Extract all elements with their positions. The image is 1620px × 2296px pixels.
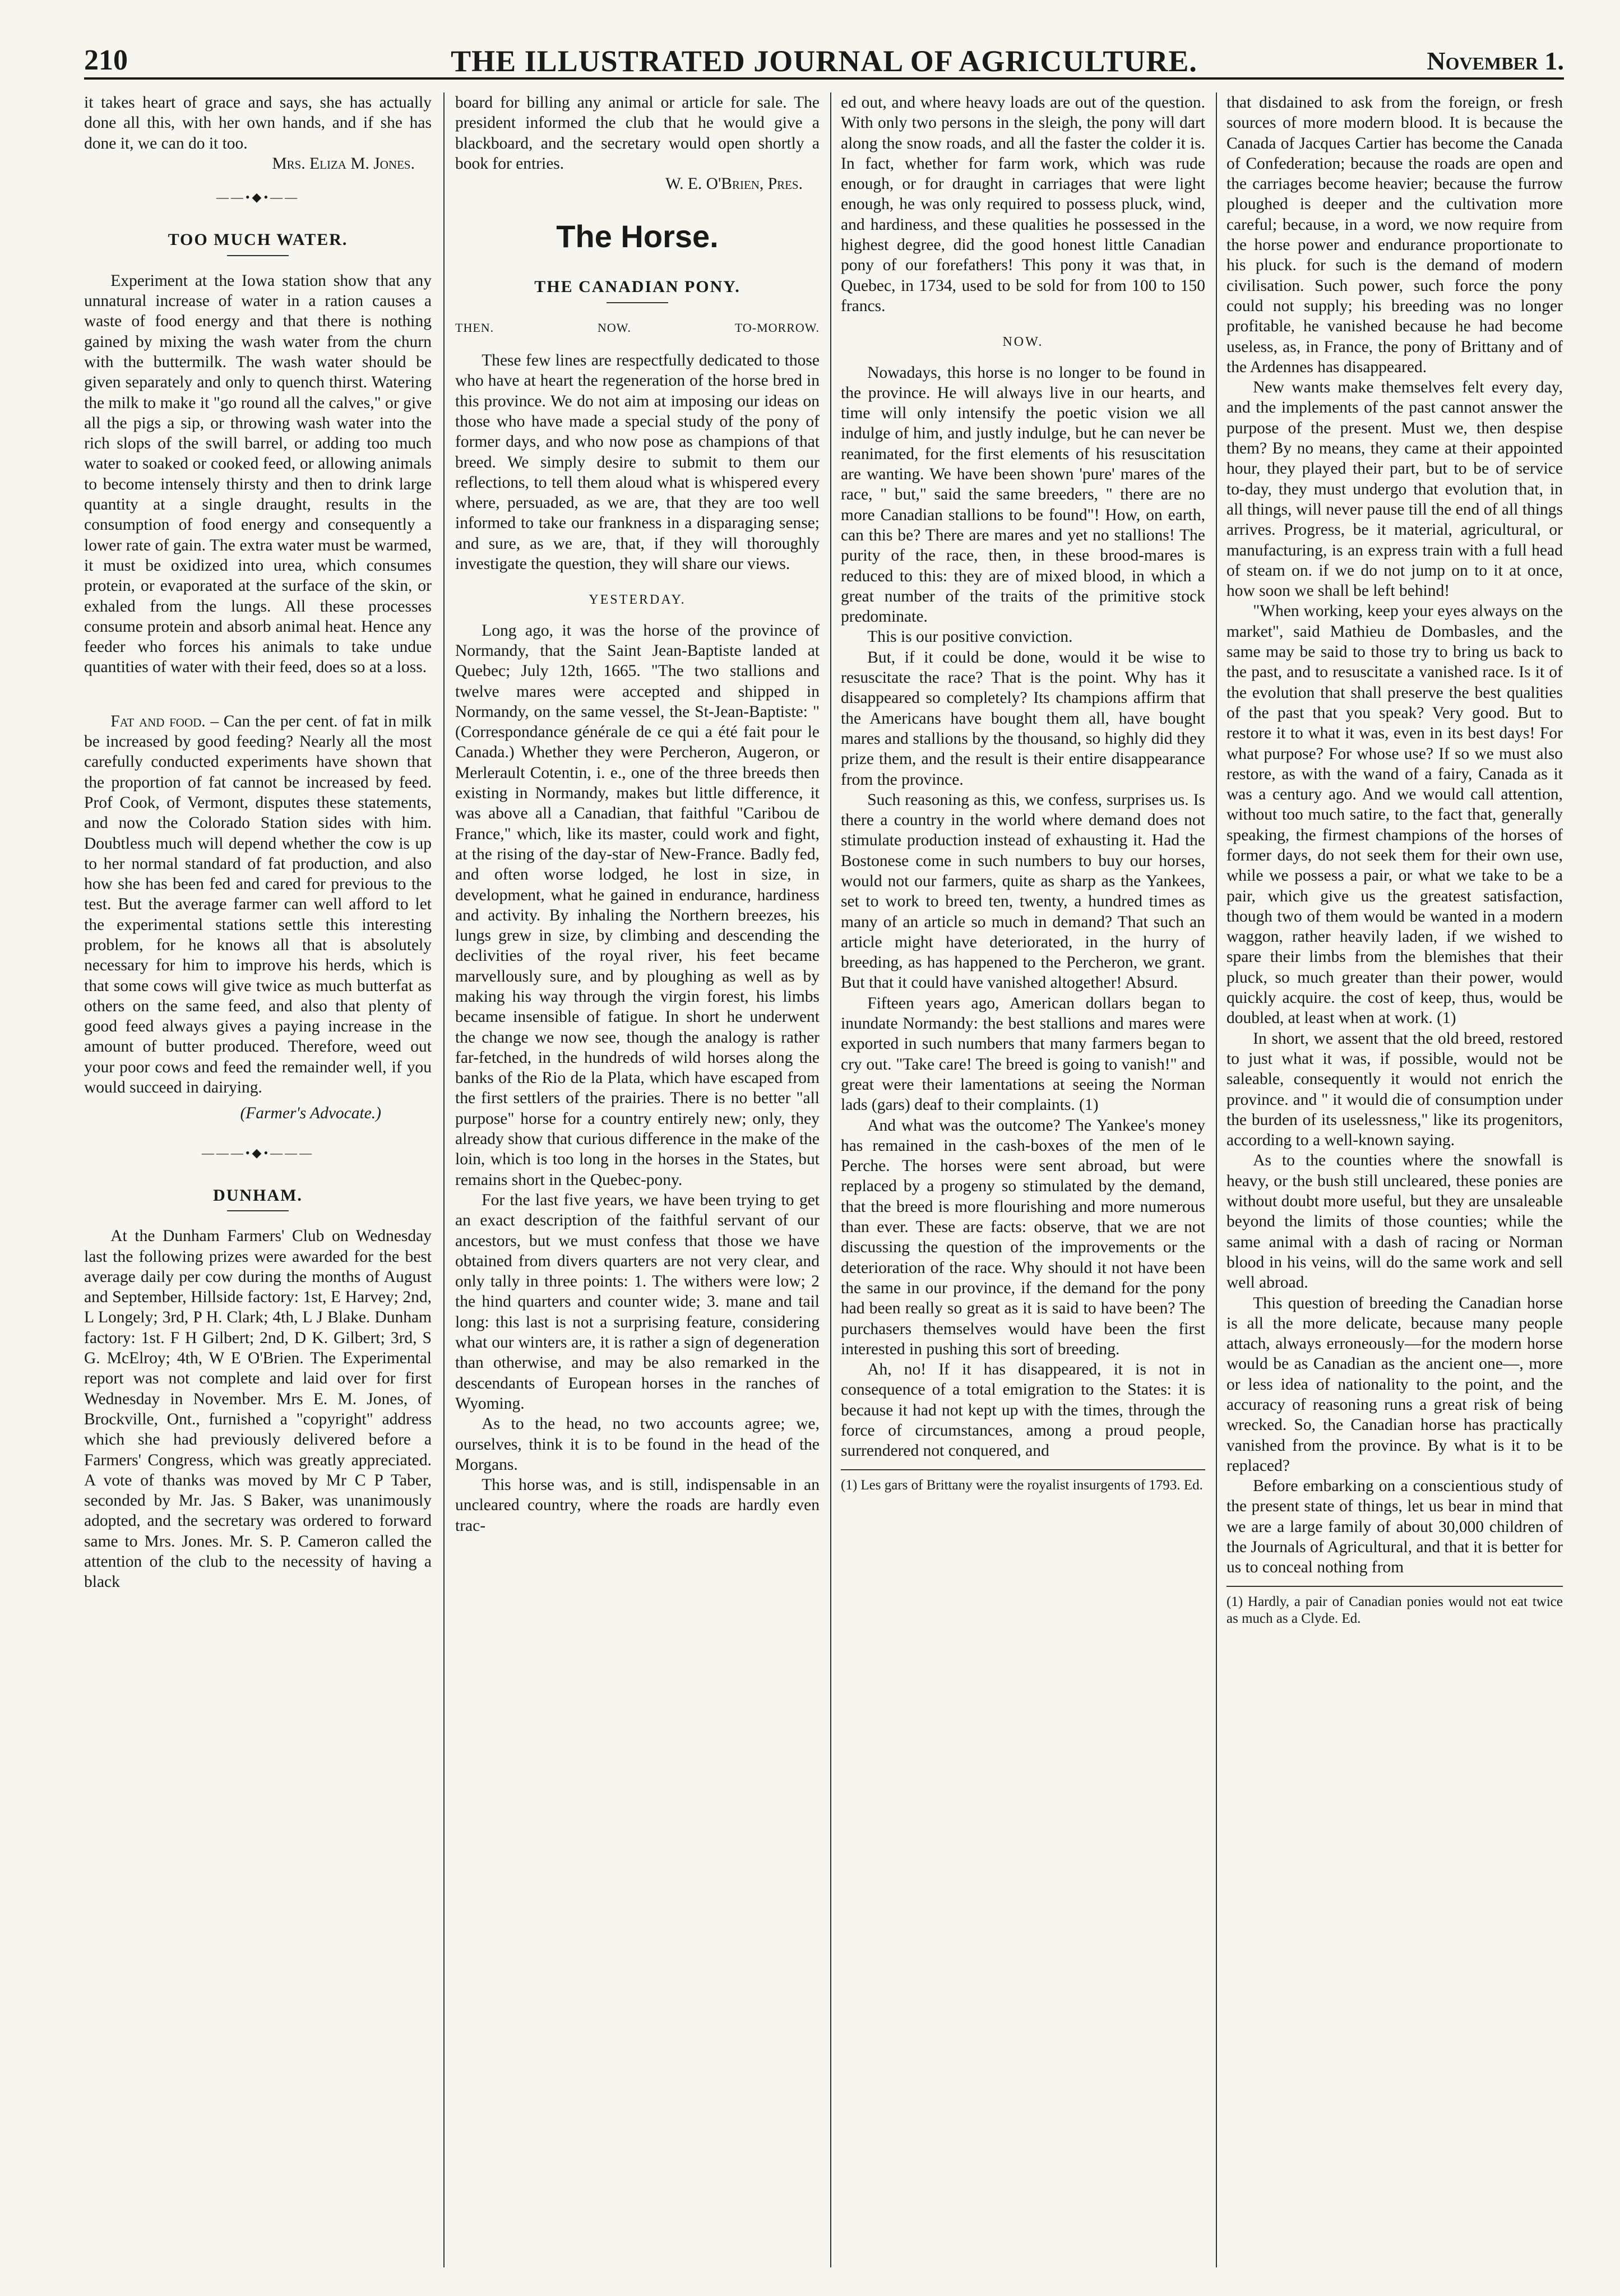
paragraph: "When working, keep your eyes always on the market", said Mathieu de Dombasles, and the same may be said to those try to bring us back to the past, and to resuscitate a vanished race. Is it of the evolution that shall preserve the best qualities of the past that you speak? Very good. But to restore it to what it was, even in its best days! For what purpose? For whose use? If so we must also restore, as with the wand of a fairy, Canada as it was a century ago. And we would call attention, without too much satire, to the fact that, generally speaking, the firmest champions of the horses of former days, do not seek them for their own use, while we possess a pair, or what we take to be a pair, which give us the greatest satisfaction, though two of them would be wanted in a modern waggon, rather heavily laden, if we wished to spare their limbs from the blemishes that their pluck, so much greater than their power, would quickly acquire. the cost of keep, thus, would be doubled, at least when at work. (1) <box>1226 602 1563 1027</box>
divider <box>607 302 668 303</box>
subheading-tomorrow: TO-MORROW. <box>734 320 820 335</box>
column-2 <box>455 92 820 2267</box>
paragraph: In short, we assent that the old breed, restored to just what it was, if possible, would not be saleable, consequently it would not enrich the province. and " it would die of consumption under the burden of its uselessness," like its progenitors, according to a well-known saying. <box>1226 1029 1563 1150</box>
paragraph <box>84 711 432 1098</box>
section-title-horse: The Horse. <box>556 219 719 254</box>
paragraph: Before embarking on a conscientious study of the present state of things, let us bear in mind that we are a large family of about 30,000 children of the Journals of Agricultural, and that it is better for us to conceal nothing from <box>1226 1477 1563 1577</box>
article-heading-canadian-pony: THE CANADIAN PONY. <box>534 277 740 297</box>
paragraph: But, if it could be done, would it be wise to resuscitate the race? That is the point. Why has it disappeared so completely? Its champions affirm that the Americans have bought them all, have bought mares and stallions by the thousand, so highly did they prize them, and the result is their entire disappearance from the province. <box>841 648 1205 789</box>
journal-title: THE ILLUSTRATED JOURNAL OF AGRICULTURE. <box>451 44 1197 78</box>
paragraph: Ah, no! If it has disappeared, it is not in consequence of a total emigration to the States: it is because it had not kept up with the times, through the force of circumstances, among a proud people, surrendered not conquered, and <box>841 1360 1205 1460</box>
subheading-row <box>455 318 820 338</box>
paragraph: As to the head, no two accounts agree; we, ourselves, think it is to be found in the head of the Morgans. <box>455 1415 820 1474</box>
paragraph: This horse was, and is still, indispensable in an uncleared country, where the roads are hardly even trac- <box>455 1476 820 1535</box>
paragraph: At the Dunham Farmers' Club on Wednesday last the following prizes were awarded for the best average daily per cow during the months of August and September, Hillside factory: 1st, E Harvey; 2nd, L Longely; 3rd, P H. Clark; 4th, L J Blake. Dunham factory: 1st. F H Gilbert; 2nd, D K. Gilbert; 3rd, S G. McElroy; 4th, W E O'Brien. The Experimental report was not complete and laid over for first Wednesday in November. Mrs E. M. Jones, of Brockville, Ont., furnished a "copyright" address which she had previously delivered before a Farmers' Congress, which was greatly appreciated. A vote of thanks was moved by Mr C P Taber, seconded by Mr. Jas. S Baker, was unanimously adopted, and the secretary was ordered to forward same to Mrs. Jones. Mr. S. P. Cameron called the attention of the club to the necessity of having a black <box>84 1227 432 1591</box>
article-heading-dunham: DUNHAM. <box>213 1186 303 1205</box>
source-credit: (Farmer's Advocate.) <box>240 1104 381 1123</box>
paragraph: These few lines are respectfully dedicated to those who have at heart the regeneration of the horse bred in this province. We do not aim at imposing our ideas on those who have made a special study of the pony of former days, and who now pose as champions of that breed. We simply desire to submit to them our reflections, to tell them aloud what is whispered every where, persuaded, as we are, that they are too well informed to take our frankness in a disparaging sense; and sure, as we are, that, if they will thoroughly investigate the question, they will share our views. <box>455 351 820 573</box>
paragraph: New wants make themselves felt every day, and the implements of the past cannot answer the purpose of the present. Must we, then despise them? By no means, they came at their appointed hour, they played their part, but to be of service to-day, they must undergo that evolution that, in all things, will never pause till the end of all things arrives. Progress, be it material, agricultural, or manufacturing, is an express train with a full head of steam on. if we do not jump on to it at once, how soon we shall be left behind! <box>1226 378 1563 600</box>
paragraph-text: – Can the per cent. of fat in milk be increased by good feeding? Nearly all the most carefully conducted experiments have shown that the proportion of fat cannot be increased by feed. Prof Cook, of Vermont, disputes these statements, and now the Colorado Station sides with him. Doubtless much will depend whether the cow is up to her normal standard of fat production, and also how she has been fed and cared for previous to the test. But the average farmer can well afford to let the experimental stations settle this interesting problem, for he knows all that is absolutely necessary for him to improve his herds, which is that some cows will give twice as much butterfat as others on the same feed, and also that plenty of good feed always gives a paying increase in the amount of butter produced. Therefore, weed out your poor cows and feed the remainder well, if you would succeed in dairying. <box>84 712 432 1097</box>
paragraph: This question of breeding the Canadian horse is all the more delicate, because many people attach, always erroneously—for the modern horse would be as Canadian as the ancient one—, more or less idea of nationality to the point, and the accuracy of reasoning runs a great risk of being wrecked. So, the Canadian horse has practically vanished from the province. By what is it to be replaced? <box>1226 1294 1563 1475</box>
paragraph: Experiment at the Iowa station show that any unnatural increase of water in a ration causes a waste of food energy and that there is nothing gained by mixing the wash water from the churn with the buttermilk. The wash water should be given separately and only to quench thirst. Watering the milk to make it "go round all the calves," or give all the pigs a sip, or throwing wash water into the rich slops of the swill barrel, or adding too much water to soaked or cooked feed, or allowing animals to become intensely thirsty and then to drink large quantity at a single draught, results in the consumption of food energy and consequently a lower rate of gain. The extra water must be warmed, it must be oxidized into urea, which consumes protein, or evaporated at the surface of the skin, or exhaled from the lungs. All these processes consume protein and absorb animal heat. Hence any feeder who forces his animals to take undue quantities of water with their feed, does so at a loss. <box>84 271 432 677</box>
signature: W. E. O'Brien, Pres. <box>665 175 803 193</box>
subheading-now: NOW. <box>597 320 631 335</box>
ornament-divider: ——•◆•—— <box>216 190 300 205</box>
divider <box>227 1210 289 1211</box>
paragraph: that disdained to ask from the foreign, or fresh sources of more modern blood. It is because the Canada of Jacques Cartier has become the Canada of Confederation; because the roads are open and the carriages become heavier; because the furrow ploughed is deeper and the cultivation more careful; because, in a word, we now require from the horse power and endurance proportionate to his pluck. for such is the demand of modern civilisation. Such power, such force the pony could not supply; his breeding was no longer profitable, he vanished because he had become useless, as, in France, the pony of Brittany and of the Ardennes has disappeared. <box>1226 94 1563 376</box>
issue-date: November 1. <box>1427 47 1564 75</box>
signature: Mrs. Eliza M. Jones. <box>272 154 415 173</box>
page-header <box>84 44 1564 80</box>
paragraph: This is our positive conviction. <box>867 628 1073 646</box>
paragraph: board for billing any animal or article for sale. The president informed the club that he would give a blackboard, and the secretary would open shortly a book for entries. <box>455 94 820 173</box>
paragraph: Such reasoning as this, we confess, surprises us. Is there a country in the world where demand does not stimulate production instead of exhausting it. Had the Bostonese come in such numbers to buy our horses, would not our farmers, quite as sharp as the Yankees, set to work to breed ten, twenty, a hundred times as many of an article so much in demand? That such an article might have deteriorated, in the hurry of breeding, as has happened to the Percheron, we grant. But that it could have vanished altogether! Absurd. <box>841 790 1205 992</box>
column-1 <box>84 92 432 2267</box>
paragraph: Nowadays, this horse is no longer to be found in the province. He will always live in our hearts, and time will only intensify the poetic vision we all indulge of him, and justly indulge, but he can never be reanimated, for the first elements of his resuscitation are wanting. We have been shown 'pure' mares of the race, " but," said the same breeders, " there are no more Canadian stallions to be found"! How, on earth, can this be? There are mares and yet no stallions! The purity of the race, then, in these brood-mares is reduced to this: they are of mixed blood, in which a great number of the traits of the primitive stock predominate. <box>841 363 1205 626</box>
column-4 <box>1226 92 1563 2267</box>
page-number: 210 <box>84 44 128 76</box>
footnote: (1) Hardly, a pair of Canadian ponies would not eat twice as much as a Clyde. Ed. <box>1226 1586 1563 1627</box>
subheading-yesterday: YESTERDAY. <box>589 592 686 608</box>
paragraph: ed out, and where heavy loads are out of the question. With only two persons in the sleigh, the pony will dart along the snow roads, and all the faster the colder it is. In fact, whether for farm work, which was rude enough, or for draught in carriages that were light enough, he was only required to possess pluck, wind, and hardiness, and these qualities he possessed in the highest degree, did the good honest little Canadian pony of our forefathers! This pony it was that, in Quebec, in 1734, used to be sold for from 100 to 150 francs. <box>841 94 1205 315</box>
paragraph: And what was the outcome? The Yankee's money has remained in the cash-boxes of the men of le Perche. The horses were sent abroad, but were replaced by a progeny so stimulated by the demand, that the breed is more flourishing and more numerous than ever. These are facts: observe, that we are not discussing the question of the improvements or the deterioration of the race. Why should it not have been the same in our province, if the demand for the pony had been really so great as it is said to have been? The purchasers themselves would have been the first interested in pushing this sort of breeding. <box>841 1116 1205 1358</box>
run-in-heading: Fat and food. <box>110 712 206 730</box>
subheading-now: NOW. <box>1002 335 1044 350</box>
paragraph: Long ago, it was the horse of the province of Normandy, that the Saint Jean-Baptiste landed at Quebec; July 12th, 1665. "The two stallions and twelve mares were accepted and shipped in Normandy, on the same vessel, the St-Jean-Baptiste: " (Correspondance générale de ce qui a été fait pour le Canada.) Whether they were Percheron, Augeron, or Merlerault Cotentin, i. e., one of the three breeds then existing in Normandy, makes but little difference, it was above all a Canadian, that faithful "Caribou de France," which, like its master, could work and fight, at the rising of the day-star of New-France. Badly fed, and often worse lodged, he lost in size, in development, what he gained in endurance, hardiness and activity. By inhaling the Northern breezes, his lungs grew in size, by climbing and descending the declivities of the royal river, his feet became marvellously sure, and by ploughing as well as by making his way through the virgin forest, his limbs became insensible of fatigue. In short he underwent the change we now see, though the analogy is rather far-fetched, in the hundreds of wild horses along the banks of the Rio de la Plata, which have escaped from the first settlers of the prairies. There is no better "all purpose" horse for a country entirely new; only, they already show that curious difference in the make of the loin, which is too long in the horses in the States, but remains short in the Quebec-pony. <box>455 621 820 1189</box>
footnote: (1) Les gars of Brittany were the royalist insurgents of 1793. Ed. <box>841 1469 1205 1494</box>
column-rule <box>830 92 831 2267</box>
column-rule <box>443 92 445 2267</box>
article-heading-too-much-water: TOO MUCH WATER. <box>168 230 348 249</box>
column-rule <box>1216 92 1217 2267</box>
paragraph: it takes heart of grace and says, she has actually done all this, with her own hands, and if she has done it, we can do it too. <box>84 94 432 152</box>
divider <box>227 255 289 256</box>
paragraph: For the last five years, we have been trying to get an exact description of the faithful servant of our ancestors, but we must confess that those we have obtained from divers quarters are not very clear, and only tally in three points: 1. The withers were low; 2 the hind quarters and counter wide; 3. mane and tail long: this last is not a surprising feature, considering what our winters are, it is rather a sign of degeneration than otherwise, and may be also remarked in the descendants of European horses in the ranches of Wyoming. <box>455 1191 820 1413</box>
paragraph: As to the counties where the snowfall is heavy, or the bush still uncleared, these ponies are without doubt more useful, but they are unsaleable beyond the limits of those counties; while the same animal with a dash of racing or Norman blood in his veins, will do the same work and sell well abroad. <box>1226 1151 1563 1292</box>
column-3 <box>841 92 1205 2267</box>
subheading-then: THEN. <box>455 320 494 335</box>
paragraph: Fifteen years ago, American dollars began to inundate Normandy: the best stallions and mares were exported in such numbers that many farmers began to cry out. "Take care! The breed is going to vanish!" and great were their lamentations at seeing the Norman lads (gars) deaf to their complaints. (1) <box>841 994 1205 1114</box>
ornament-divider: ———•◆•——— <box>201 1145 314 1160</box>
